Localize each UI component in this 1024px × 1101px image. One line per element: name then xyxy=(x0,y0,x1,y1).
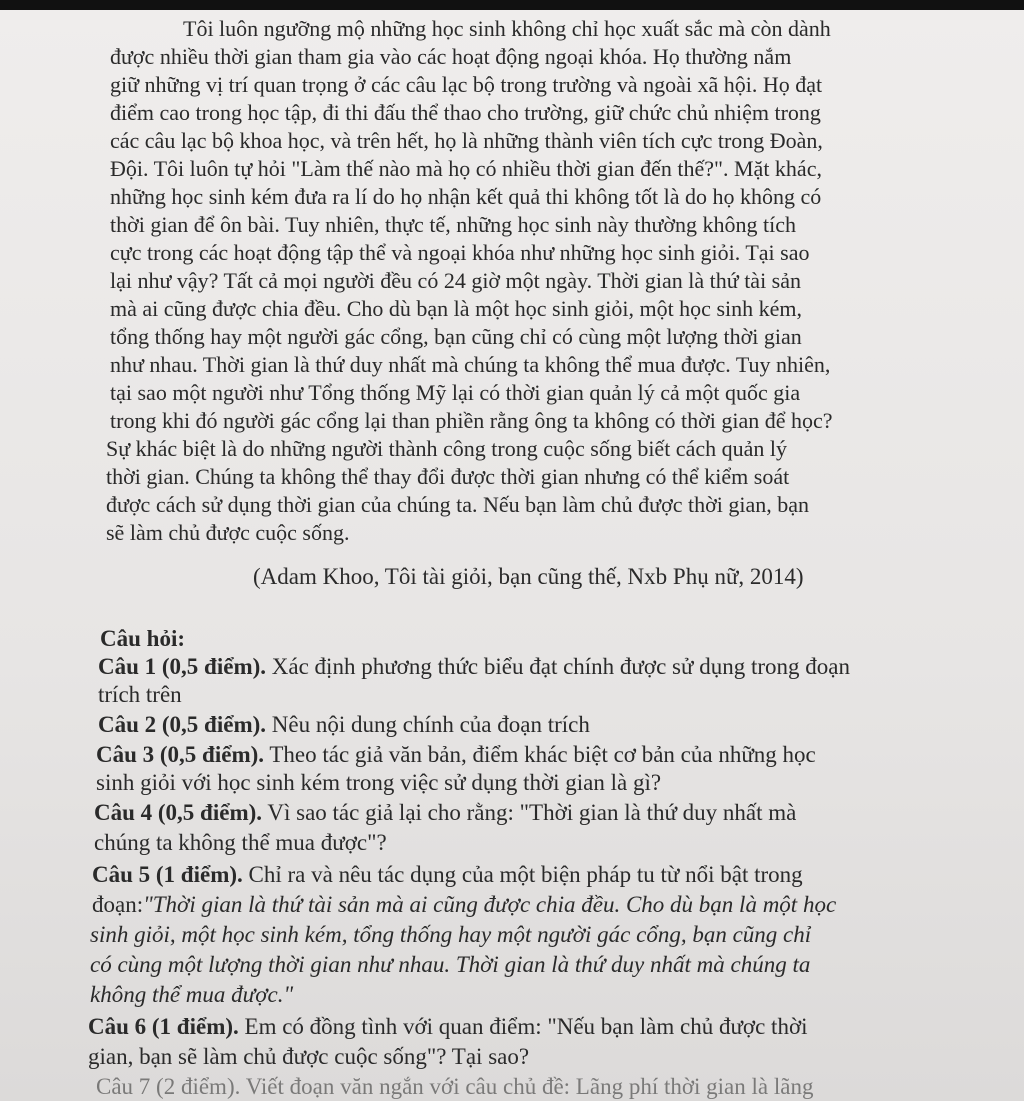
passage-line: như nhau. Thời gian là thứ duy nhất mà chúng ta không thể mua được. Tuy nhiên, xyxy=(110,352,831,377)
passage-line: được cách sử dụng thời gian của chúng ta. Nếu bạn làm chủ được thời gian, bạn xyxy=(106,492,810,517)
question-1-label: Câu 1 (0,5 điểm). xyxy=(98,654,267,679)
question-6-text: Em có đồng tình với quan điểm: "Nếu bạn làm chủ được thời xyxy=(238,1014,808,1039)
passage-line: cực trong các hoạt động tập thể và ngoại khóa như những học sinh giỏi. Tại sao xyxy=(110,240,810,265)
question-3-text: Theo tác giả văn bản, điểm khác biệt cơ bản của những học xyxy=(264,742,816,767)
citation: (Adam Khoo, Tôi tài giỏi, bạn cũng thế, Nxb Phụ nữ, 2014) xyxy=(253,564,804,589)
question-5 xyxy=(92,862,803,888)
question-5-label: Câu 5 (1 điểm). xyxy=(92,862,243,887)
question-3 xyxy=(96,742,816,768)
passage-line: mà ai cũng được chia đều. Cho dù bạn là một học sinh giỏi, một học sinh kém, xyxy=(110,296,802,321)
question-6 xyxy=(88,1014,808,1040)
question-5-text: Chỉ ra và nêu tác dụng của một biện pháp tu từ nổi bật trong xyxy=(242,862,803,887)
question-5-quote-line: sinh giỏi, một học sinh kém, tổng thống hay một người gác cổng, bạn cũng chỉ xyxy=(90,922,812,947)
question-2 xyxy=(98,712,590,738)
passage-line: các câu lạc bộ khoa học, và trên hết, họ là những thành viên tích cực trong Đoàn, xyxy=(110,128,823,153)
passage-line: lại như vậy? Tất cả mọi người đều có 24 giờ một ngày. Thời gian là thứ tài sản xyxy=(110,268,802,293)
question-5-quote-line xyxy=(92,892,836,918)
passage-line: Đội. Tôi luôn tự hỏi "Làm thế nào mà họ có nhiều thời gian đến thế?". Mặt khác, xyxy=(110,156,822,181)
passage-line: thời gian. Chúng ta không thể thay đổi được thời gian nhưng có thể kiểm soát xyxy=(106,464,790,489)
question-6-label: Câu 6 (1 điểm). xyxy=(88,1014,239,1039)
passage-line: sẽ làm chủ được cuộc sống. xyxy=(106,520,350,545)
question-2-text: Nêu nội dung chính của đoạn trích xyxy=(266,712,590,737)
passage-line: được nhiều thời gian tham gia vào các hoạt động ngoại khóa. Họ thường nắm xyxy=(110,44,792,69)
passage-line: Tôi luôn ngưỡng mộ những học sinh không chỉ học xuất sắc mà còn dành xyxy=(183,16,831,41)
question-5-quote-line: có cùng một lượng thời gian như nhau. Thời gian là thứ duy nhất mà chúng ta xyxy=(90,952,811,977)
questions-heading: Câu hỏi: xyxy=(100,626,185,651)
question-1-continuation: trích trên xyxy=(98,682,182,707)
question-5-quote: "Thời gian là thứ tài sản mà ai cũng được chia đều. Cho dù bạn là một học xyxy=(143,892,837,917)
passage-line: giữ những vị trí quan trọng ở các câu lạc bộ trong trường và ngoài xã hội. Họ đạt xyxy=(110,72,823,97)
question-4 xyxy=(94,800,796,826)
top-edge xyxy=(0,0,1024,10)
question-7-partial: Câu 7 (2 điểm). Viết đoạn văn ngắn với câu chủ đề: Lãng phí thời gian là lãng xyxy=(96,1074,814,1099)
question-5-quote-line: không thể mua được." xyxy=(90,982,294,1007)
passage-line: Sự khác biệt là do những người thành công trong cuộc sống biết cách quản lý xyxy=(106,436,787,461)
passage-line: trong khi đó người gác cổng lại than phiền rằng ông ta không có thời gian để học? xyxy=(110,408,833,433)
question-4-text: Vì sao tác giả lại cho rằng: "Thời gian là thứ duy nhất mà xyxy=(262,800,797,825)
question-5-lead: đoạn: xyxy=(92,892,144,917)
passage-line: những học sinh kém đưa ra lí do họ nhận kết quả thi không tốt là do họ không có xyxy=(110,184,822,209)
passage-line: điểm cao trong học tập, đi thi đấu thể thao cho trường, giữ chức chủ nhiệm trong xyxy=(110,100,821,125)
passage-line: tại sao một người như Tổng thống Mỹ lại có thời gian quản lý cả một quốc gia xyxy=(110,380,801,405)
passage-line: tổng thống hay một người gác cổng, bạn cũng chỉ có cùng một lượng thời gian xyxy=(110,324,802,349)
question-6-continuation: gian, bạn sẽ làm chủ được cuộc sống"? Tại sao? xyxy=(88,1044,530,1069)
question-1-text: Xác định phương thức biểu đạt chính được sử dụng trong đoạn xyxy=(266,654,850,679)
document-page xyxy=(0,10,1024,1101)
question-1 xyxy=(98,654,850,680)
question-4-label: Câu 4 (0,5 điểm). xyxy=(94,800,263,825)
question-4-continuation: chúng ta không thể mua được"? xyxy=(94,830,387,855)
question-3-label: Câu 3 (0,5 điểm). xyxy=(96,742,265,767)
question-3-continuation: sinh giỏi với học sinh kém trong việc sử dụng thời gian là gì? xyxy=(96,770,662,795)
passage-line: thời gian để ôn bài. Tuy nhiên, thực tế, những học sinh này thường không tích xyxy=(110,212,796,237)
question-2-label: Câu 2 (0,5 điểm). xyxy=(98,712,267,737)
